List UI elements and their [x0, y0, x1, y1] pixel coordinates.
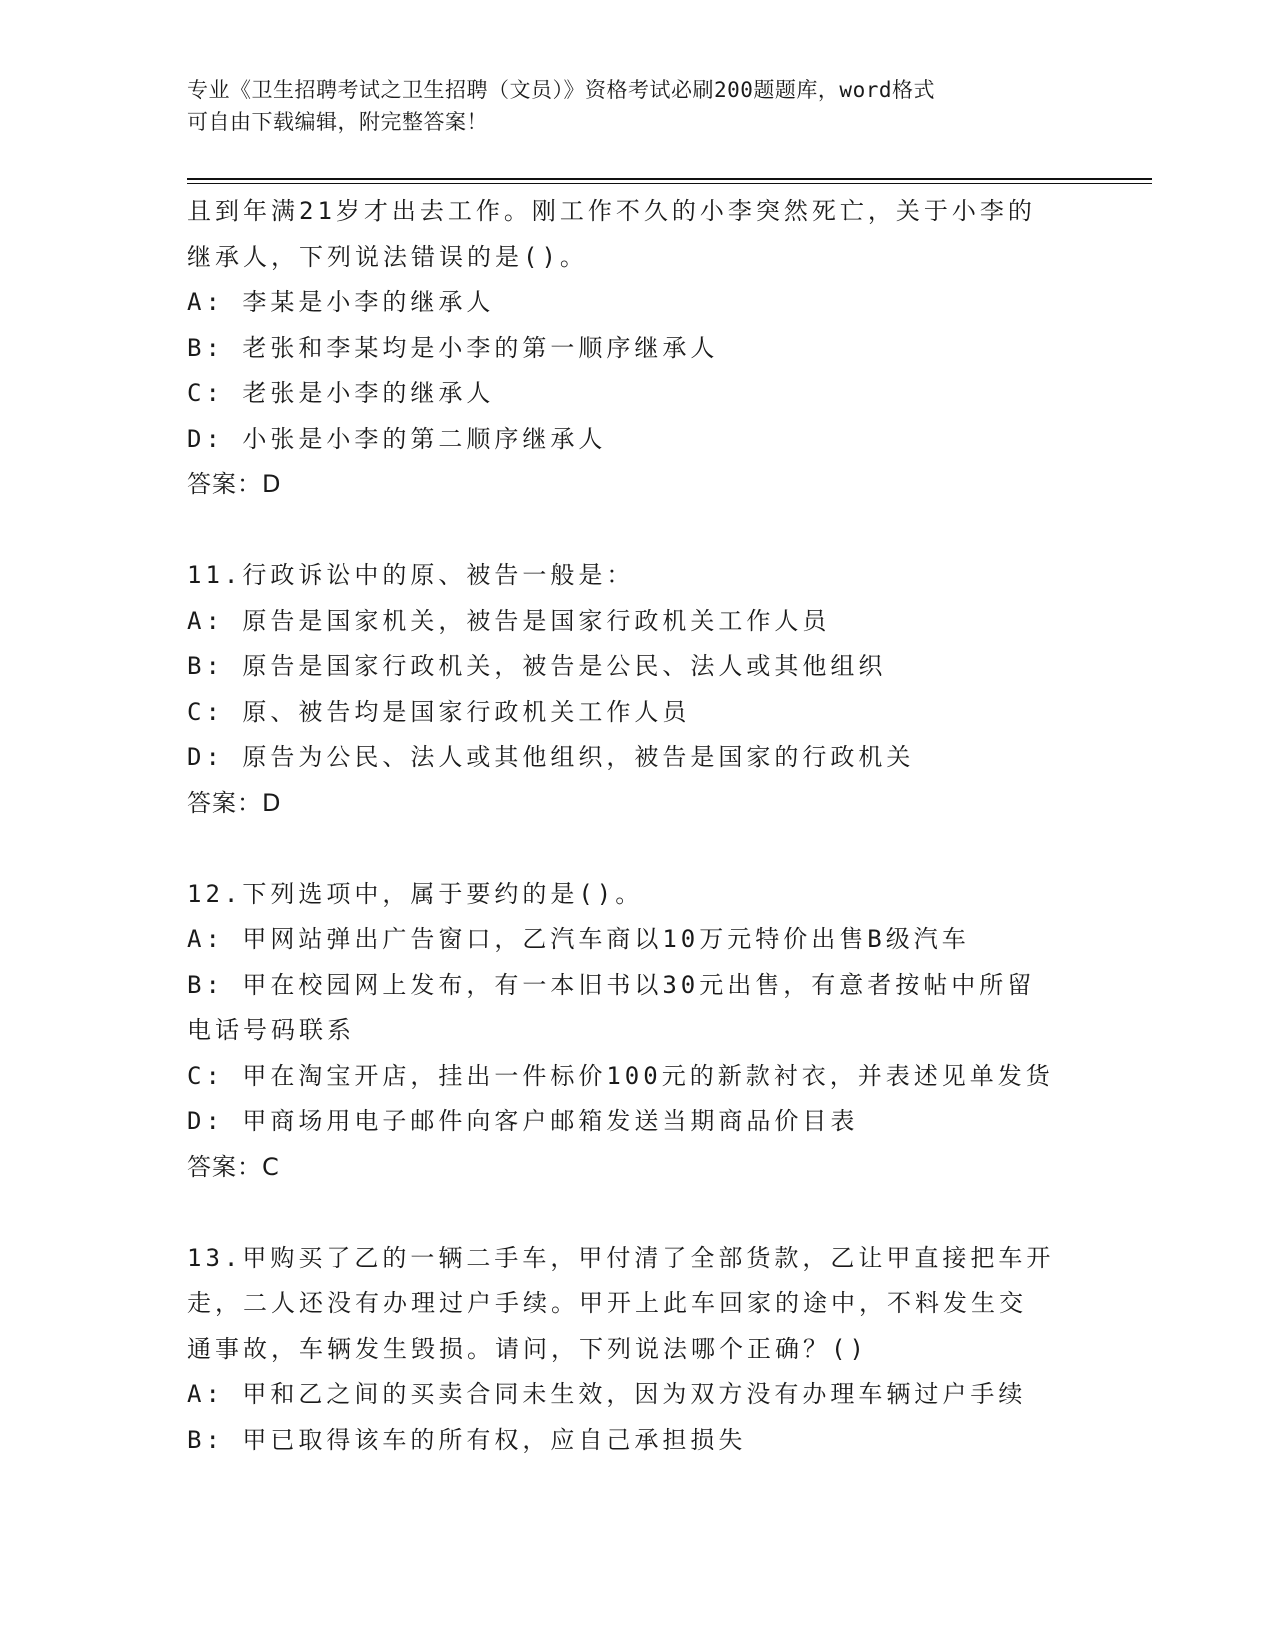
question-13-option-a: A: 甲和乙之间的买卖合同未生效，因为双方没有办理车辆过户手续	[187, 1380, 1027, 1408]
question-10-option-d: D: 小张是小李的第二顺序继承人	[187, 424, 607, 453]
spacer	[187, 508, 1087, 554]
document-header	[187, 74, 1067, 138]
question-10-stem-line-1: 且到年满21岁才出去工作。刚工作不久的小李突然死亡，关于小李的	[187, 197, 1036, 225]
question-10	[187, 189, 1087, 508]
question-12-option-b-line-1: B: 甲在校园网上发布，有一本旧书以30元出售，有意者按帖中所留	[187, 970, 1036, 999]
question-list	[187, 189, 1087, 1463]
question-11-stem: 11.行政诉讼中的原、被告一般是：	[187, 561, 635, 589]
question-12	[187, 872, 1087, 1191]
header-title-line-2: 可自由下载编辑，附完整答案！	[187, 110, 488, 134]
spacer	[187, 1190, 1087, 1236]
question-12-option-a: A: 甲网站弹出广告窗口，乙汽车商以10万元特价出售B级汽车	[187, 925, 970, 953]
question-12-option-b-line-2: 电话号码联系	[187, 1016, 355, 1044]
question-10-answer: 答案：D	[187, 470, 282, 498]
question-11	[187, 553, 1087, 826]
question-11-option-c: C: 原、被告均是国家行政机关工作人员	[187, 697, 691, 726]
header-divider-thick	[187, 178, 1152, 180]
question-12-stem: 12.下列选项中，属于要约的是()。	[187, 879, 644, 908]
question-10-stem-line-2: 继承人，下列说法错误的是()。	[187, 242, 588, 271]
question-10-option-c: C: 老张是小李的继承人	[187, 379, 495, 407]
question-13	[187, 1236, 1087, 1464]
question-11-answer: 答案：D	[187, 788, 282, 817]
question-11-option-b: B: 原告是国家行政机关，被告是公民、法人或其他组织	[187, 652, 887, 680]
question-13-option-b: B: 甲已取得该车的所有权，应自己承担损失	[187, 1425, 747, 1454]
question-13-stem-line-3: 通事故，车辆发生毁损。请问，下列说法哪个正确？()	[187, 1334, 868, 1363]
question-10-option-a: A: 李某是小李的继承人	[187, 288, 495, 316]
spacer	[187, 826, 1087, 872]
header-divider-thin	[187, 183, 1152, 184]
question-11-option-d: D: 原告为公民、法人或其他组织，被告是国家的行政机关	[187, 743, 915, 771]
question-12-option-c: C: 甲在淘宝开店，挂出一件标价100元的新款衬衣，并表述见单发货	[187, 1061, 1054, 1090]
header-title-line-1: 专业《卫生招聘考试之卫生招聘（文员）》资格考试必刷200题题库，word格式	[187, 78, 935, 102]
question-11-option-a: A: 原告是国家机关，被告是国家行政机关工作人员	[187, 606, 831, 635]
question-12-answer: 答案：C	[187, 1152, 280, 1181]
question-13-stem-line-1: 13.甲购买了乙的一辆二手车，甲付清了全部货款，乙让甲直接把车开	[187, 1243, 1055, 1272]
question-12-option-d: D: 甲商场用电子邮件向客户邮箱发送当期商品价目表	[187, 1107, 859, 1135]
question-10-option-b: B: 老张和李某均是小李的第一顺序继承人	[187, 333, 719, 362]
question-13-stem-line-2: 走，二人还没有办理过户手续。甲开上此车回家的途中，不料发生交	[187, 1289, 1027, 1317]
